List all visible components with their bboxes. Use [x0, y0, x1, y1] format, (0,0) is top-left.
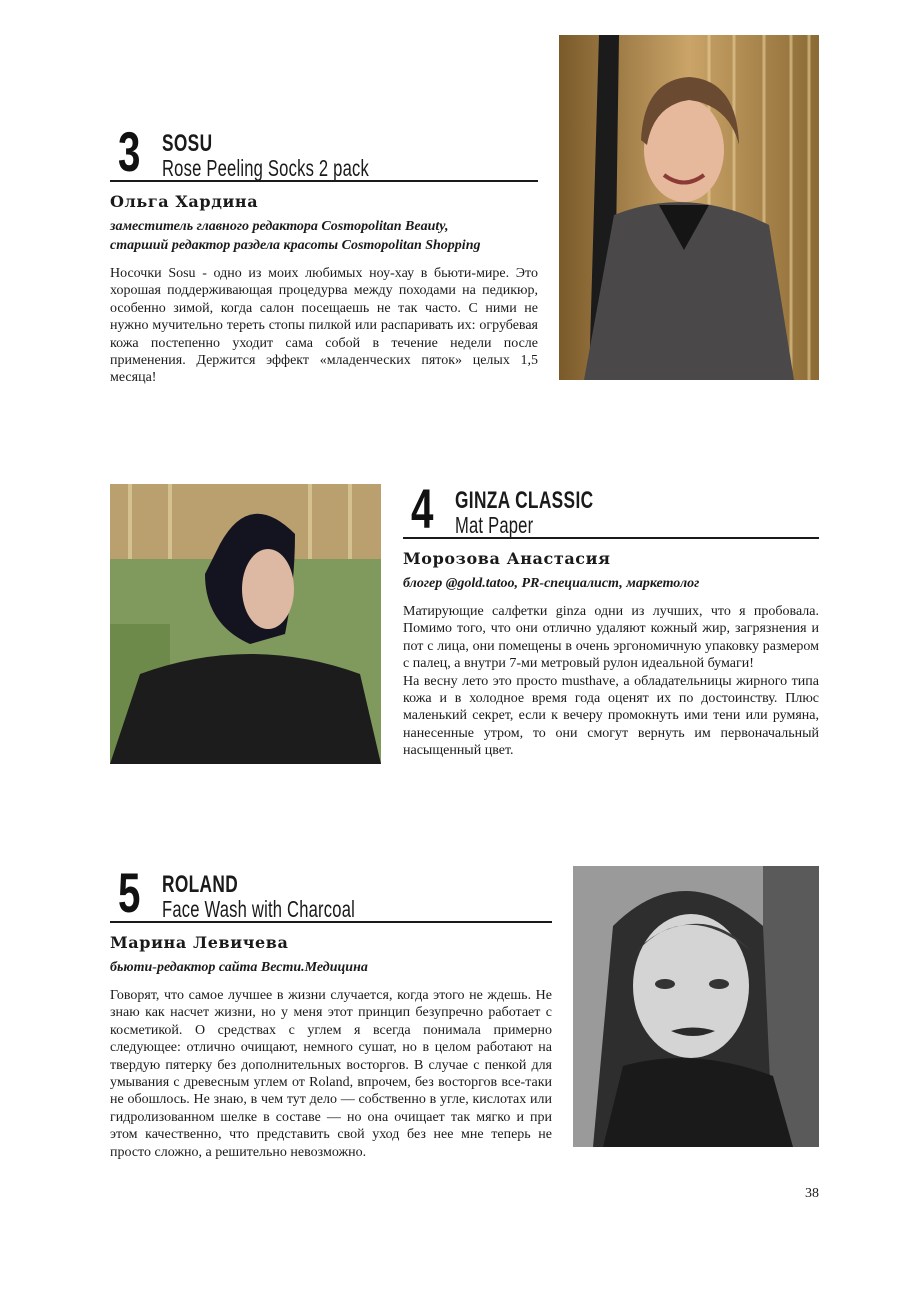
reviewer-name: Морозова Анастасия [403, 549, 611, 568]
review-text: Говорят, что самое лучшее в жизни случается, когда этого не ждешь. Не знаю как насчет жизни, но у меня этот принцип безупречно работает с косметикой. О средствах с углем я всегда понимала примерно следующее: отлично очищают, немного сушат, но в целом работают на твердую пятерку без дополнительных восторгов. В случае с пенкой для умывания с древесным углем от Roland, впрочем, без восторгов все-таки не обошлось. Не знаю, в чем тут дело — собственно в угле, кислотах или гидролизованном шелке в составе — но она очищает так мягко и при этом качественно, что представить свой уход без нее мне теперь не просто сложно, а решительно невозможно. [110, 988, 552, 1160]
entry-number: 4 [411, 477, 434, 540]
reviewer-name: Марина Левичева [110, 933, 289, 952]
brand-name: GINZA CLASSIC [455, 487, 594, 514]
brand-name: SOSU [162, 130, 213, 157]
entry-number: 5 [118, 861, 141, 924]
reviewer-photo-olga [559, 35, 819, 380]
entry-ginza [403, 477, 819, 760]
product-name: Rose Peeling Socks 2 pack [162, 155, 369, 181]
review-text: Носочки Sosu - одно из моих любимых ноу-хау в бьюти-мире. Это хорошая поддерживающая процедурва между походами на педикюр, особенно зимой, когда салон посещаешь не так часто. С ними не нужно мучительно тереть стопы пилкой или распаривать их: огрубевая кожа постепенно уходит сама собой в течение недели после применения. Держится эффект «младенческих пяток» целых 1,5 месяца! [110, 266, 538, 386]
reviewer-role: заместитель главного редактора Cosmopolitan Beauty, старший редактор раздела красоты Cosmopolitan Shopping [110, 219, 481, 253]
reviewer-role: бьюти-редактор сайта Вести.Медицина [110, 960, 368, 975]
reviewer-name: Ольга Хардина [110, 192, 259, 211]
product-name: Face Wash with Charcoal [162, 896, 356, 922]
page-number: 38 [805, 1186, 819, 1201]
entry-number: 3 [118, 120, 141, 183]
reviewer-photo-anastasia [110, 484, 381, 764]
entry-header [110, 861, 552, 924]
product-name: Mat Paper [455, 512, 534, 538]
entry-roland [110, 861, 552, 1161]
reviewer-photo-marina [573, 866, 819, 1147]
entry-header [403, 477, 819, 540]
brand-name: ROLAND [162, 871, 239, 898]
reviewer-role: блогер @gold.tatoo, PR-специалист, маркетолог [403, 576, 700, 591]
entry-sosu [110, 120, 538, 387]
review-text: Матирующие салфетки ginza одни из лучших, что я пробовала. Помимо того, что они отлично удаляют кожный жир, загрязнения и пот с лица, они помещены в очень эргономичную упаковку размером с палец, а внутри 7-ми метровый рулон идеальной бумаги! На весну лето это просто musthave, а обладательницы жирного типа кожа и в холодное время года оценят их по достоинству. Плюс маленький секрет, если к вечеру промокнуть ими тени или румяна, нанесенные утром, то они смогут вернуть им первоначальный насыщенный цвет. [403, 604, 819, 759]
entry-header [110, 120, 538, 183]
